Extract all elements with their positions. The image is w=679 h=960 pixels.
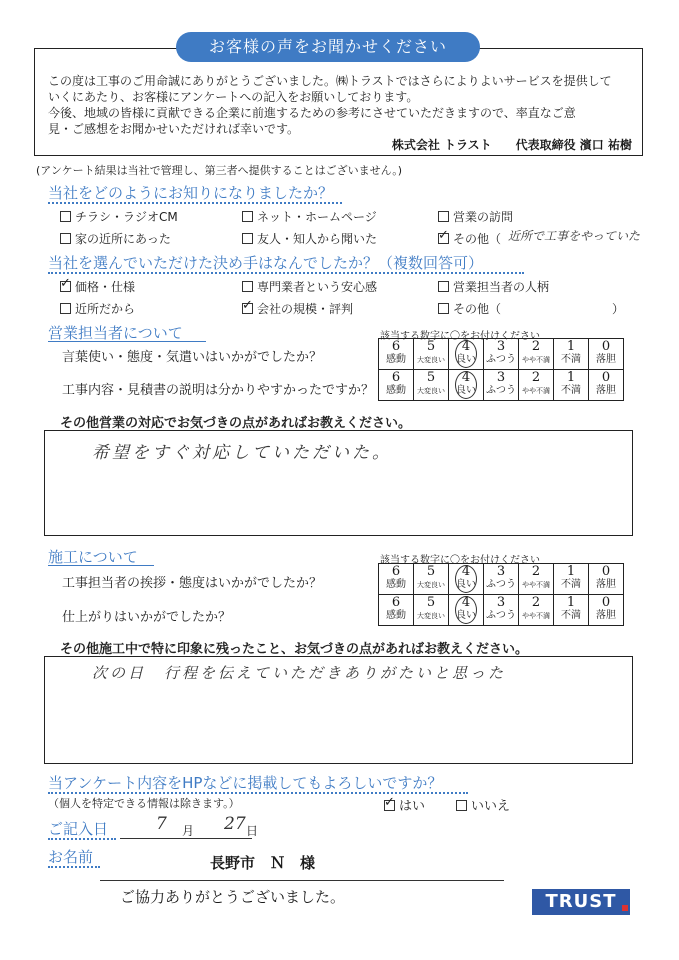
q1-title: 当社をどのようにお知りになりましたか？: [48, 184, 334, 202]
rating-cell-5[interactable]: 5 大変良い: [414, 595, 449, 626]
sales-question: 言葉使い・態度・気遣いはいかがでしたか？: [62, 350, 323, 365]
q2-title: 当社を選んでいただけた決め手はなんでしたか？（複数回答可）: [48, 254, 484, 272]
rating-cell-4[interactable]: 4 良い: [449, 595, 484, 626]
q2-option[interactable]: ✓ 会社の規模・評判: [242, 300, 353, 317]
rating-row: [379, 564, 624, 595]
date-month-unit: 月: [182, 824, 195, 838]
checkbox-icon[interactable]: [438, 303, 449, 314]
name-value: 長野市 Ｎ 様: [210, 854, 316, 872]
q1-underline: [48, 202, 342, 204]
construction-comment-handwritten: 次の日 行程を伝えていただきありがたいと思った: [92, 664, 507, 682]
publish-question: 当アンケート内容をHPなどに掲載してもよろしいですか？: [48, 774, 443, 792]
date-underline: [120, 838, 252, 839]
q2-other-close: ）: [612, 302, 625, 316]
sales-question: 工事内容・見積書の説明は分かりやすかったですか？: [62, 383, 375, 398]
rating-cell-0[interactable]: 0 落胆: [589, 595, 624, 626]
checkbox-icon[interactable]: [242, 233, 253, 244]
selected-circle-icon: [455, 371, 477, 399]
rating-cell-4[interactable]: 4 良い: [449, 370, 484, 401]
construction-rating-grid: [378, 563, 624, 626]
rating-cell-6[interactable]: 6 感動: [379, 564, 414, 595]
q1-option[interactable]: 友人・知人から聞いた: [242, 230, 377, 247]
rating-cell-6[interactable]: 6 感動: [379, 370, 414, 401]
rating-cell-0[interactable]: 0 落胆: [589, 564, 624, 595]
sales-comment-handwritten: 希望をすぐ対応していただいた。: [92, 443, 392, 463]
intro-line: いくにあたり、お客様にアンケートへの記入をお願いしております。: [48, 90, 419, 104]
checkbox-icon[interactable]: [438, 281, 449, 292]
rating-cell-1[interactable]: 1 不満: [554, 370, 589, 401]
date-day-handwritten: 27: [224, 814, 246, 834]
selected-circle-icon: [455, 596, 477, 624]
checkbox-icon[interactable]: [456, 800, 467, 811]
q2-underline: [48, 272, 524, 274]
name-label-underline: [48, 866, 100, 868]
q1-option[interactable]: チラシ・ラジオCM: [60, 208, 178, 225]
rating-cell-5[interactable]: 5 大変良い: [414, 370, 449, 401]
rating-cell-5[interactable]: 5 大変良い: [414, 339, 449, 370]
rating-cell-3[interactable]: 3 ふつう: [484, 595, 519, 626]
rating-row: [379, 595, 624, 626]
q2-option[interactable]: ✓価格・仕様: [60, 278, 135, 295]
q2-option[interactable]: 近所だから: [60, 300, 135, 317]
date-label: ご記入日: [48, 820, 109, 838]
construction-title-underline: [48, 565, 154, 566]
rating-cell-2[interactable]: 2 やや不満: [519, 564, 554, 595]
survey-title: お客様の声をお聞かせください: [176, 32, 480, 62]
logo-accent-dot: [622, 905, 628, 911]
q2-option-other[interactable]: その他（: [438, 300, 501, 317]
rating-cell-3[interactable]: 3 ふつう: [484, 564, 519, 595]
checkbox-icon[interactable]: [60, 211, 71, 222]
rating-cell-3[interactable]: 3 ふつう: [484, 339, 519, 370]
q1-option[interactable]: 家の近所にあった: [60, 230, 171, 247]
sales-rating-grid: [378, 338, 624, 401]
date-month-handwritten: 7: [156, 814, 170, 834]
rating-row: [379, 370, 624, 401]
date-day-unit: 日: [246, 824, 259, 838]
checkbox-checked-icon[interactable]: [60, 281, 71, 292]
publish-underline: [48, 792, 468, 794]
checkbox-icon[interactable]: [438, 211, 449, 222]
checkbox-checked-icon[interactable]: [438, 233, 449, 244]
trust-logo: TRUST: [532, 889, 630, 915]
selected-circle-icon: [455, 565, 477, 593]
rating-cell-4[interactable]: 4 良い: [449, 339, 484, 370]
sales-comment-prompt: その他営業の対応でお気づきの点があればお教えください。: [60, 416, 412, 431]
q2-option[interactable]: 専門業者という安心感: [242, 278, 377, 295]
rating-hint: 該当する数字に〇をお付けください: [380, 331, 540, 342]
rating-cell-4[interactable]: 4 良い: [449, 564, 484, 595]
sales-section-title: 営業担当者について: [48, 324, 183, 342]
intro-line: 今後、地域の皆様に貢献できる企業に前進するための参考にさせていただきますので、率直なご意: [48, 106, 576, 120]
rating-cell-2[interactable]: 2 やや不満: [519, 339, 554, 370]
rating-cell-2[interactable]: 2 やや不満: [519, 595, 554, 626]
rating-cell-3[interactable]: 3 ふつう: [484, 370, 519, 401]
rating-cell-1[interactable]: 1 不満: [554, 564, 589, 595]
sales-title-underline: [48, 341, 206, 342]
checkbox-icon[interactable]: [242, 281, 253, 292]
intro-line: この度は工事のご用命誠にありがとうございました。㈱トラストではさらによりよいサービスを提供して: [48, 74, 612, 88]
rating-cell-0[interactable]: 0 落胆: [589, 370, 624, 401]
rating-cell-5[interactable]: 5 大変良い: [414, 564, 449, 595]
publish-no-option[interactable]: いいえ: [456, 795, 510, 814]
thanks-message: ご協力ありがとうございました。: [120, 888, 346, 906]
privacy-note: (アンケート結果は当社で管理し、第三者へ提供することはございません。): [36, 164, 403, 177]
selected-circle-icon: [455, 340, 477, 368]
rating-cell-2[interactable]: 2 やや不満: [519, 370, 554, 401]
rating-cell-6[interactable]: 6 感動: [379, 339, 414, 370]
checkbox-icon[interactable]: [242, 211, 253, 222]
q1-option-other[interactable]: ✓ その他（: [438, 230, 501, 247]
rating-cell-6[interactable]: 6 感動: [379, 595, 414, 626]
rating-cell-1[interactable]: 1 不満: [554, 595, 589, 626]
publish-note: （個人を特定できる情報は除きます。）: [48, 797, 240, 810]
checkbox-checked-icon[interactable]: [242, 303, 253, 314]
q1-other-handwritten: 近所で工事をやっていた: [508, 229, 641, 243]
q1-option[interactable]: ネット・ホームページ: [242, 208, 377, 225]
rating-cell-0[interactable]: 0 落胆: [589, 339, 624, 370]
publish-yes-option[interactable]: ✓ はい: [384, 795, 425, 814]
intro-line: 見・ご感想をお聞かせいただければ幸いです。: [48, 122, 300, 136]
construction-question: 工事担当者の挨拶・態度はいかがでしたか？: [62, 576, 323, 591]
construction-question: 仕上がりはいかがでしたか？: [62, 610, 232, 625]
checkbox-icon[interactable]: [60, 233, 71, 244]
name-underline: [100, 880, 504, 881]
rating-hint: 該当する数字に〇をお付けください: [380, 555, 540, 566]
q2-option[interactable]: 営業担当者の人柄: [438, 278, 549, 295]
rating-cell-1[interactable]: 1 不満: [554, 339, 589, 370]
date-label-underline: [48, 838, 116, 840]
name-label: お名前: [48, 848, 94, 866]
construction-section-title: 施工について: [48, 548, 138, 566]
construction-comment-prompt: その他施工中で特に印象に残ったこと、お気づきの点があればお教えください。: [60, 642, 529, 657]
checkbox-icon[interactable]: [60, 303, 71, 314]
company-signature: 株式会社 トラスト 代表取締役 濱口 祐樹: [391, 138, 632, 152]
rating-row: [379, 339, 624, 370]
checkbox-checked-icon[interactable]: [384, 800, 395, 811]
q1-option[interactable]: 営業の訪問: [438, 208, 513, 225]
